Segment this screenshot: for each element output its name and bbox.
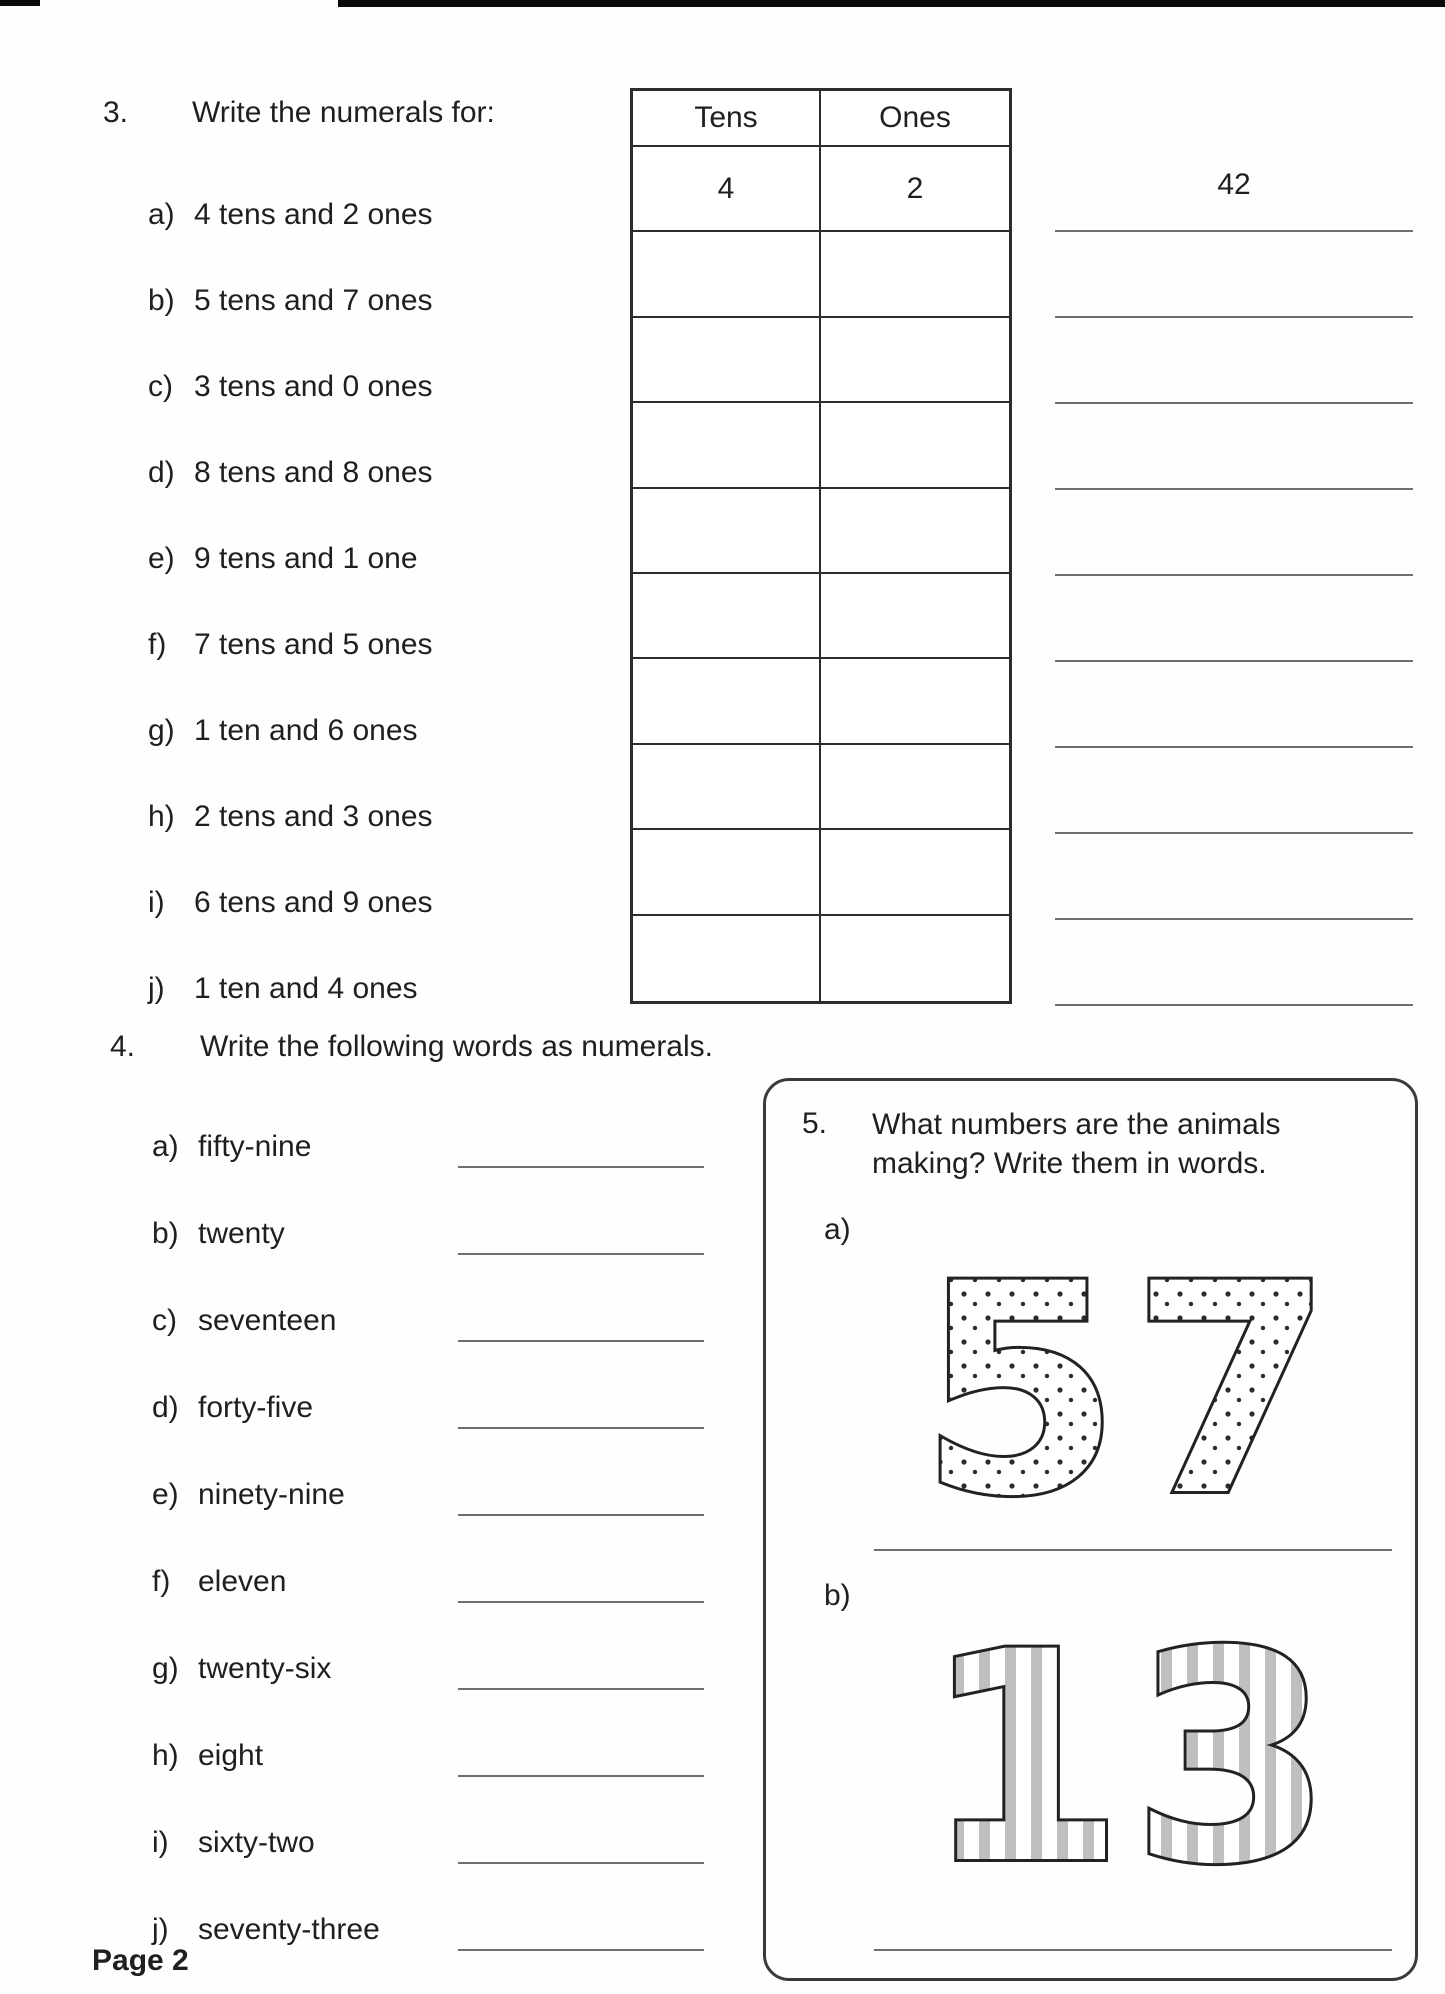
table-cell-empty <box>633 916 821 1001</box>
q3-answer-line <box>1055 832 1413 834</box>
q4-title: Write the following words as numerals. <box>200 1030 713 1063</box>
item-letter: b) <box>148 284 175 317</box>
item-letter: d) <box>152 1391 179 1424</box>
item-letter: c) <box>148 370 173 403</box>
item-text: 5 tens and 7 ones <box>194 284 433 317</box>
table-cell-empty <box>633 659 821 744</box>
q4-item <box>152 1826 315 1860</box>
q4-answer-line <box>458 1253 704 1255</box>
q5-box <box>763 1078 1418 1981</box>
item-text: seventy-three <box>198 1913 380 1946</box>
q4-item <box>152 1304 336 1338</box>
table-cell-empty <box>821 659 1009 744</box>
q3-item <box>148 370 433 404</box>
q3-item <box>148 714 418 748</box>
item-letter: f) <box>148 628 167 661</box>
item-letter: i) <box>152 1826 169 1859</box>
table-header-tens: Tens <box>633 91 821 147</box>
item-text: ninety-nine <box>198 1478 345 1511</box>
animal-number-figure-a <box>886 1191 1376 1526</box>
item-text: 8 tens and 8 ones <box>194 456 433 489</box>
table-cell-empty <box>633 232 821 317</box>
item-text: 9 tens and 1 one <box>194 542 418 575</box>
item-letter: e) <box>152 1478 179 1511</box>
item-letter: a) <box>152 1130 179 1163</box>
scan-edge-artifact-top <box>338 0 1445 7</box>
item-text: 6 tens and 9 ones <box>194 886 433 919</box>
figure-a-digits: 57 <box>919 1223 1343 1526</box>
q3-item <box>148 800 433 834</box>
q3-answer-line <box>1055 316 1413 318</box>
tens-ones-table <box>630 88 1012 1004</box>
q4-item <box>152 1217 285 1251</box>
q4-answer-line <box>458 1340 704 1342</box>
q3-item <box>148 628 433 662</box>
item-letter: a) <box>148 198 175 231</box>
item-letter: g) <box>148 714 175 747</box>
item-letter: g) <box>152 1652 179 1685</box>
q3-answer-line <box>1055 402 1413 404</box>
table-cell-empty <box>633 745 821 830</box>
q4-answer-line <box>458 1688 704 1690</box>
item-letter: h) <box>152 1739 179 1772</box>
item-letter: j) <box>152 1913 169 1946</box>
page-footer: Page 2 <box>92 1944 189 1977</box>
item-text: 1 ten and 6 ones <box>194 714 418 747</box>
table-cell-empty <box>821 745 1009 830</box>
q5-number: 5. <box>802 1107 828 1140</box>
table-cell-empty <box>633 489 821 574</box>
q3-number: 3. <box>103 96 129 129</box>
q3-answer-line <box>1055 746 1413 748</box>
q3-item <box>148 456 433 490</box>
item-text: twenty <box>198 1217 285 1250</box>
table-header-ones: Ones <box>821 91 1009 147</box>
q4-item <box>152 1739 263 1773</box>
q4-item <box>152 1652 331 1686</box>
q4-answer-line <box>458 1166 704 1168</box>
table-cell-empty <box>821 232 1009 317</box>
item-text: eight <box>198 1739 264 1772</box>
q3-answer-line <box>1055 660 1413 662</box>
q3-answer-line <box>1055 1004 1413 1006</box>
scan-edge-artifact-left <box>0 0 40 6</box>
q3-item <box>148 972 418 1006</box>
item-letter: f) <box>152 1565 171 1598</box>
q4-item <box>152 1565 286 1599</box>
item-text: 2 tens and 3 ones <box>194 800 433 833</box>
item-letter: j) <box>148 972 165 1005</box>
q3-item <box>148 198 433 232</box>
animal-number-figure-b <box>901 1561 1361 1891</box>
item-text: twenty-six <box>198 1652 332 1685</box>
item-text: fifty-nine <box>198 1130 312 1163</box>
table-cell-empty <box>633 830 821 915</box>
table-cell-empty <box>821 916 1009 1001</box>
q5-answer-line-b <box>874 1949 1392 1951</box>
q4-item <box>152 1478 345 1512</box>
item-letter: e) <box>148 542 175 575</box>
q4-item <box>152 1391 313 1425</box>
q4-answer-line <box>458 1427 704 1429</box>
table-cell-empty <box>821 830 1009 915</box>
item-letter: b) <box>152 1217 179 1250</box>
q3-item <box>148 886 433 920</box>
q4-answer-line <box>458 1949 704 1951</box>
item-text: 4 tens and 2 ones <box>194 198 433 231</box>
item-letter: i) <box>148 886 165 919</box>
item-text: 7 tens and 5 ones <box>194 628 433 661</box>
q4-answer-line <box>458 1601 704 1603</box>
q4-answer-line <box>458 1862 704 1864</box>
item-text: 3 tens and 0 ones <box>194 370 433 403</box>
item-text: forty-five <box>198 1391 314 1424</box>
q3-answer-line <box>1055 574 1413 576</box>
figure-b-digits: 13 <box>923 1591 1339 1891</box>
item-letter: c) <box>152 1304 177 1337</box>
q3-answer-line <box>1055 918 1413 920</box>
q5-answer-line-a <box>874 1549 1392 1551</box>
q3-title: Write the numerals for: <box>192 96 495 129</box>
q3-answer-line <box>1055 488 1413 490</box>
item-letter: h) <box>148 800 175 833</box>
item-text: seventeen <box>198 1304 337 1337</box>
item-text: sixty-two <box>198 1826 315 1859</box>
q3-answer-line <box>1055 230 1413 232</box>
q3-item <box>148 284 433 318</box>
item-letter: d) <box>148 456 175 489</box>
item-text: eleven <box>198 1565 287 1598</box>
q3-answer-a-value: 42 <box>1217 168 1251 201</box>
table-cell-empty <box>821 574 1009 659</box>
table-cell-empty <box>633 574 821 659</box>
table-cell-empty <box>821 403 1009 488</box>
table-cell-empty <box>821 318 1009 403</box>
q4-item <box>152 1913 380 1947</box>
q3-item <box>148 542 418 576</box>
table-cell-ones-a: 2 <box>821 147 1009 232</box>
table-cell-empty <box>821 489 1009 574</box>
q5-part-letter: a) <box>824 1213 851 1246</box>
q4-item <box>152 1130 311 1164</box>
item-text: 1 ten and 4 ones <box>194 972 418 1005</box>
q4-answer-line <box>458 1775 704 1777</box>
q5-title: What numbers are the animals making? Write them in words. <box>872 1108 1281 1180</box>
table-cell-empty <box>633 403 821 488</box>
table-cell-tens-a: 4 <box>633 147 821 232</box>
q4-answer-line <box>458 1514 704 1516</box>
table-cell-empty <box>633 318 821 403</box>
q5-part-letter: b) <box>824 1579 851 1612</box>
q4-number: 4. <box>110 1030 136 1063</box>
